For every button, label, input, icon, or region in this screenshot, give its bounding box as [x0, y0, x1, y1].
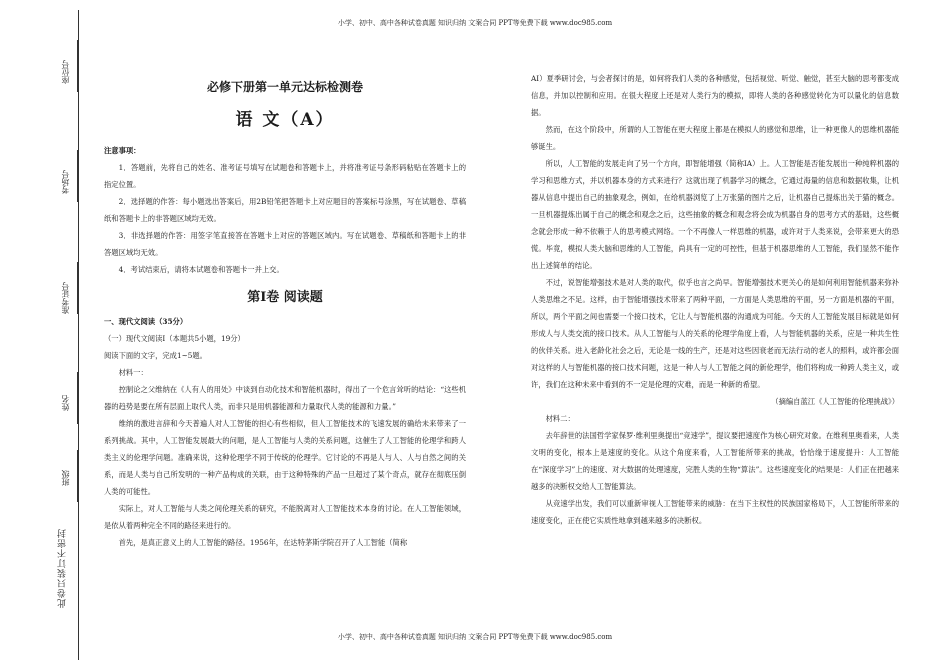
instructions-heading: 注意事项： — [104, 146, 141, 155]
instruction-item: 3．非选择题的作答：用签字笔直接答在答题卡上对应的答题区域内。写在试题卷、草稿纸和答题卡上的非答题区域均无效。 — [104, 231, 466, 257]
admission-number-label: 准考证号 — [61, 282, 70, 314]
passage-paragraph: AI）夏季研讨会，与会者探讨的是，如何将我们人类的各种感觉，包括视觉、听觉、触觉，甚至大脑的思考都变成信息，并加以控制和应用。在很大程度上还是对人类行为的模拟，即将人类的各种感觉转化为可以量化的信息数据。 — [531, 74, 899, 117]
name-blank — [77, 372, 79, 424]
reading-instruction: 阅读下面的文字，完成1~5题。 — [104, 351, 207, 360]
binding-line — [78, 10, 79, 660]
passage-paragraph: 所以，人工智能的发展走向了另一个方向，即智能增强（简称IA）上。人工智能是否能发展出一种纯粹机器的学习和思维方式，并以机器本身的方式来进行？这就出现了机器学习的概念，它通过海量的信息和数据收集，让机器从信息中提出自己的抽象观念，例如，在给机器浏览了上万张猫的图片之后，让机器自己提炼出关于猫的概念。一旦机器提炼出属于自己的概念和观念之后，这些抽象的概念和观念将会成为机器自身的思考方式的基础，这些概念就会形成一种不依赖于人的思考模式网络。一个不再像人一样思维的机器，或许对于人类来说，会带来更大的恐慌。毕竟，模拟人类大脑和思维的人工智能，尚具有一定的可控性，但基于机器思维的人工智能，我们显然不能作出上述简单的结论。 — [531, 159, 899, 270]
seat-number-blank — [77, 40, 79, 92]
passage-paragraph: 不过，说智能增强技术是对人类的取代，似乎也言之尚早。智能增强技术更关心的是如何利用智能机器来弥补人类思维之不足。这样，由于智能增强技术带来了两种平面，一方面是人类思维的平面，另一方面是机器的平面，所以，两个平面之间也需要一个接口技术，它让人与智能机器的沟通成为可能。今天的人工智能发展目标就是如何形成人与人类交流的接口技术。从人工智能与人的关系的伦理学角度上看，人与智能机器的关系，应是一种共生性的伙伴关系。进入老龄化社会之后，无论是一线的生产，还是对这些因衰老而无法行动的老人的照料，或许都会面对这样的人与智能机器的接口技术问题，这是一种人与人工智能之间的新伦理学，他们将构成一种跨人类主义，或许，我们在这种未来中看到的不一定是伦理的灾难，而是一种新的希望。 — [531, 278, 899, 389]
material-label: 材料一： — [118, 368, 148, 377]
subsection-heading: （一）现代文阅读Ⅰ（本题共5小题，19分） — [104, 334, 245, 343]
passage-paragraph: 首先，是真正意义上的人工智能的路径。1956年，在达特茅斯学院召开了人工智能（简称 — [118, 538, 408, 547]
exam-title: 必修下册第一单元达标检测卷 — [206, 80, 363, 94]
class-blank — [77, 450, 79, 502]
binding-notice: 此卷只装订不密封 — [58, 528, 68, 608]
passage-paragraph: 维纳的激进言辞和今天普遍人对人工智能的担心有些相似，但人工智能技术的飞速发展的确给未来带来了一系列挑战。其中，人工智能发展最大的问题，是人工智能与人类的关系问题，这催生了人工智能的伦理学和跨人类主义的伦理学问题。准确来说，这种伦理学不同于传统的伦理学。它讨论的不再是人与人、人与自然之间的关系，而是人类与自己所发明的一种产品构成的关联，由于这种特殊的产品一旦超过了某个奇点，就存在彻底压倒人类的可能性。 — [104, 419, 466, 496]
exam-room-blank — [77, 150, 79, 202]
material-label: 材料二： — [545, 414, 575, 423]
source-citation: （摘编自蓝江《人工智能的伦理挑战》） — [771, 397, 899, 406]
passage-paragraph: 从竞速学出发，我们可以重新审视人工智能带来的威胁：在当下主权性的民族国家格局下，人工智能所带来的速度变化，正在使它实质性地拿到越来越多的决断权。 — [531, 499, 899, 525]
passage-paragraph: 实际上，对人工智能与人类之间伦理关系的研究，不能脱离对人工智能技术本身的讨论。在人工智能领域，是依从着两种完全不同的路径来进行的。 — [104, 504, 466, 530]
page-footer-ad: 小学、初中、高中各种试卷真题 知识归纳 文案合同 PPT等免费下载 www.doc985.com — [337, 633, 613, 641]
seat-number-label: 座位号 — [61, 60, 70, 84]
subject-title: 语 文（A） — [235, 110, 335, 130]
instruction-item: 4．考试结束后，请将本试题卷和答题卡一并上交。 — [118, 265, 284, 274]
admission-number-blank — [77, 262, 79, 314]
name-label: 姓名 — [61, 395, 70, 411]
part-heading: 一、现代文阅读（35分） — [104, 317, 188, 326]
binding-margin — [0, 0, 95, 672]
passage-paragraph: 然而，在这个阶段中，所谓的人工智能在更大程度上都是在模拟人的感觉和思维，让一种更像人的思维机器能够诞生。 — [531, 125, 899, 151]
right-column — [531, 70, 899, 529]
exam-room-label: 考场号 — [61, 170, 70, 194]
class-label: 班级 — [61, 470, 70, 486]
left-column — [104, 76, 466, 551]
instruction-item: 2．选择题的作答：每小题选出答案后，用2B铅笔把答题卡上对应题目的答案标号涂黑，写在试题卷、草稿纸和答题卡上的非答题区域均无效。 — [104, 197, 466, 223]
page-header-ad: 小学、初中、高中各种试卷真题 知识归纳 文案合同 PPT等免费下载 www.doc985.com — [337, 19, 613, 27]
section-title: 第Ⅰ卷 阅读题 — [247, 290, 323, 305]
passage-paragraph: 控制论之父维纳在《人有人的用处》中谈到自动化技术和智能机器时，得出了一个危言耸听的结论：“这些机器的趋势是要在所有层面上取代人类，而非只是用机器能源和力量取代人类的能源和力量。” — [104, 385, 466, 411]
instruction-item: 1．答题前，先将自己的姓名、准考证号填写在试题卷和答题卡上，并将准考证号条形码粘贴在答题卡上的指定位置。 — [104, 163, 466, 189]
passage-paragraph: 去年辞世的法国哲学家保罗·维利里奥提出“竞速学”，提议要把速度作为核心研究对象。在维利里奥看来，人类文明的变化，根本上是速度的变化。从这个角度来看，人工智能所带来的挑战，恰恰缘于速度提升：人工智能在“深度学习”上的速度、对大数据的处理速度，完胜人类的生物“算法”。这些速度变化的结果是：人们正在把越来越多的决断权交给人工智能算法。 — [531, 431, 899, 491]
